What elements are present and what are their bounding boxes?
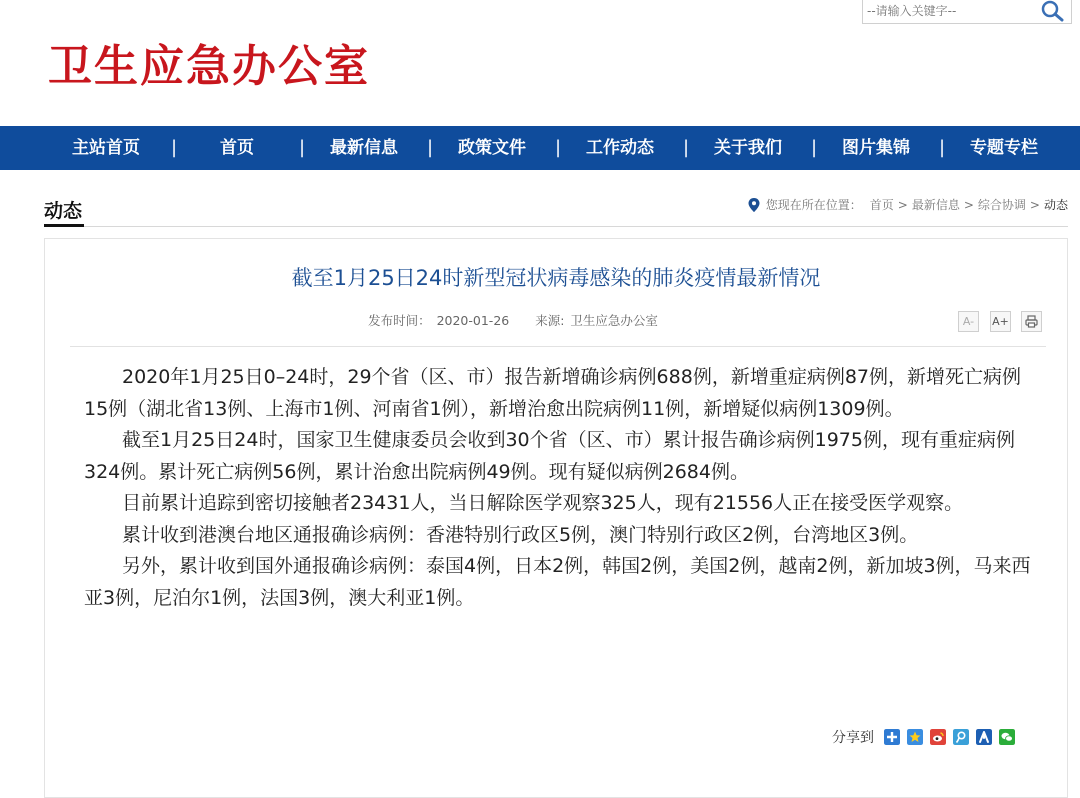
nav-separator: |: [299, 137, 306, 158]
publish-date: 2020-01-26: [436, 313, 510, 328]
share-label: 分享到: [832, 730, 874, 746]
nav-item-latest-news[interactable]: 最新信息: [330, 138, 398, 158]
search-icon[interactable]: [1039, 0, 1065, 22]
source-label: 来源:: [535, 313, 565, 328]
print-icon: [1025, 315, 1038, 328]
location-pin-icon: [748, 198, 760, 212]
font-smaller-button[interactable]: A-: [958, 311, 979, 332]
article-paragraph: 截至1月25日24时，国家卫生健康委员会收到30个省（区、市）累计报告确诊病例1975例，现有重症病例324例。累计死亡病例56例，累计治愈出院病例49例。现有疑似病例2684例。: [84, 429, 1015, 483]
nav-item-home[interactable]: 首页: [220, 138, 254, 158]
breadcrumb-latest-news[interactable]: 最新信息: [911, 198, 960, 212]
qzone-icon[interactable]: [907, 729, 923, 745]
site-logo-title[interactable]: 卫生应急办公室: [48, 41, 370, 92]
article-paragraph: 累计收到港澳台地区通报确诊病例：香港特别行政区5例，澳门特别行政区2例，台湾地区3例。: [122, 523, 919, 546]
nav-item-work-updates[interactable]: 工作动态: [586, 138, 654, 158]
article-paragraph: 目前累计追踪到密切接触者23431人，当日解除医学观察325人，现有21556人正在接受医学观察。: [122, 492, 964, 514]
nav-item-about-us[interactable]: 关于我们: [714, 138, 782, 158]
breadcrumb-prefix: 您现在所在位置：: [765, 198, 862, 212]
article-meta: [0, 311, 1026, 329]
section-title: 动态: [44, 200, 83, 222]
breadcrumb-separator: >: [897, 197, 908, 212]
breadcrumb-separator: >: [963, 197, 974, 212]
breadcrumb: [748, 196, 1068, 213]
article-title: 截至1月25日24时新型冠状病毒感染的肺炎疫情最新情况: [291, 266, 821, 290]
article-paragraph: 2020年1月25日0–24时，29个省（区、市）报告新增确诊病例688例，新增重症病例87例，新增死亡病例15例（湖北省13例、上海市1例、河南省1例），新增治愈出院病例11例，新增疑似病例1309例。: [84, 366, 1022, 420]
nav-separator: |: [811, 137, 818, 158]
weibo-icon[interactable]: [930, 729, 946, 745]
breadcrumb-separator: >: [1029, 197, 1040, 212]
font-larger-button[interactable]: A+: [990, 311, 1011, 332]
nav-separator: |: [683, 137, 690, 158]
breadcrumb-current: 动态: [1043, 198, 1068, 212]
nav-separator: |: [427, 137, 434, 158]
tencent-weibo-icon[interactable]: [953, 729, 969, 745]
article-body: [84, 362, 1034, 614]
search-input[interactable]: [867, 2, 1037, 20]
search-box: [862, 0, 1072, 24]
publish-label: 发布时间：: [368, 313, 431, 328]
print-button[interactable]: [1021, 311, 1042, 332]
nav-separator: |: [555, 137, 562, 158]
article-paragraph: 另外，累计收到国外通报确诊病例：泰国4例，日本2例，韩国2例，美国2例，越南2例，新加坡3例，马来西亚3例，尼泊尔1例，法国3例，澳大利亚1例。: [84, 555, 1031, 609]
nav-item-special-topics[interactable]: 专题专栏: [970, 138, 1038, 158]
wechat-icon[interactable]: [999, 729, 1015, 745]
nav-item-photo-gallery[interactable]: 图片集锦: [842, 138, 910, 158]
share-bar: [832, 727, 1022, 747]
nav-item-policy-docs[interactable]: 政策文件: [458, 138, 526, 158]
renren-icon[interactable]: [976, 729, 992, 745]
share-plus-icon[interactable]: [884, 729, 900, 745]
main-nav: [0, 126, 1080, 170]
article-divider: [70, 346, 1046, 347]
source-value: 卫生应急办公室: [570, 313, 658, 328]
section-title-underline: [44, 224, 84, 227]
section-divider: [44, 226, 1068, 227]
breadcrumb-home[interactable]: 首页: [869, 198, 894, 212]
breadcrumb-coordination[interactable]: 综合协调: [977, 198, 1026, 212]
nav-separator: |: [171, 137, 178, 158]
nav-separator: |: [939, 137, 946, 158]
nav-item-main-home[interactable]: 主站首页: [72, 138, 140, 158]
